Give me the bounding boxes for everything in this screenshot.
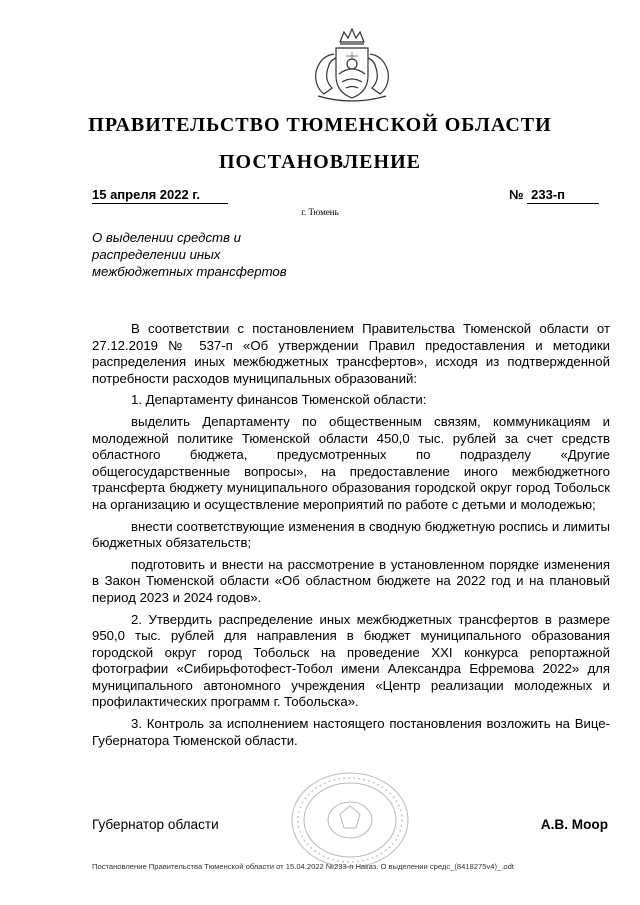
coat-of-arms-icon <box>306 26 398 104</box>
subject-line: межбюджетных трансфертов <box>92 264 287 279</box>
signer-title: Губернатор области <box>92 817 219 832</box>
body-paragraph: 2. Утвердить распределение иных межбюджетных трансфертов в размере 950,0 тыс. рублей для направления в бюджет муниципального образования городской округ город Тобольск на проведение XXI конкурса репортажной фотографии «Сибирьфотофест-Тобол имени Александра Ефремова 2022» для муниципального автономного учреждения «Центр реализации молодежных и профилактических программ г. Тобольска». <box>92 611 610 710</box>
org-title: ПРАВИТЕЛЬСТВО ТЮМЕНСКОЙ ОБЛАСТИ <box>88 114 552 136</box>
number-label: № <box>509 187 524 202</box>
body-paragraph: внести соответствующие изменения в сводную бюджетную роспись и лимиты бюджетных обязательств; <box>92 518 610 551</box>
file-footer: Постановление Правительства Тюменской области от 15.04.2022 №233-п Наказ. О выделении средс_(8418275v4)_.odt <box>92 862 514 871</box>
body-paragraph: выделить Департаменту по общественным связям, коммуникациям и молодежной политике Тюменской области 450,0 тыс. рублей за счет средств областного бюджета, предусмотренных по подразделу «Другие общегосударственные вопросы», на предоставление иного межбюджетного трансферта бюджету муниципального образования городской округ город Тобольск на организацию и осуществление мероприятий по работе с детьми и молодежью; <box>92 413 610 512</box>
document-subject <box>92 229 352 280</box>
body-paragraph: подготовить и внести на рассмотрение в установленном порядке изменения в Закон Тюменской области «Об областном бюджете на 2022 год и на плановый период 2023 и 2024 годов». <box>92 556 610 605</box>
document-date: 15 апреля 2022 г. <box>92 187 228 204</box>
document-type: ПОСТАНОВЛЕНИЕ <box>219 151 421 173</box>
body-paragraph: В соответствии с постановлением Правительства Тюменской области от 27.12.2019 № 537-п «Об утверждении Правил предоставления и методики распределения иных межбюджетных трансфертов», исходя из подтвержденной потребности расходов муниципальных образований: <box>92 321 610 386</box>
document-body <box>92 321 610 754</box>
body-paragraph: 1. Департаменту финансов Тюменской области: <box>131 392 427 408</box>
document-number-block <box>509 187 599 204</box>
document-city: г. Тюмень <box>301 207 339 217</box>
subject-line: распределении иных <box>92 247 221 262</box>
document-number: 233-п <box>527 187 599 204</box>
subject-line: О выделении средств и <box>92 230 241 245</box>
signer-name: А.В. Моор <box>540 817 608 832</box>
body-paragraph: 3. Контроль за исполнением настоящего постановления возложить на Вице-Губернатора Тюменской области. <box>92 716 610 748</box>
official-seal-icon <box>288 770 412 870</box>
